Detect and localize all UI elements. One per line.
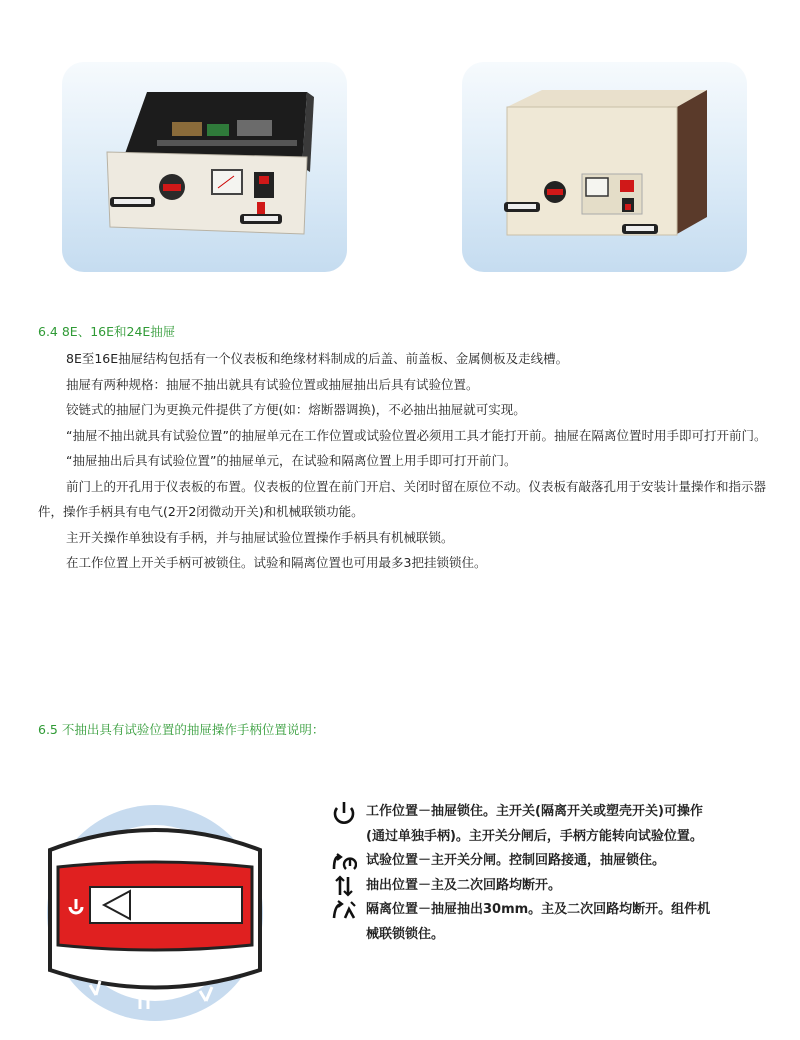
open-drawer-unit-photo xyxy=(62,62,347,272)
paragraph: “抽屉抽出后具有试验位置”的抽屉单元，在试验和隔离位置上用手即可打开前门。 xyxy=(66,453,517,468)
legend-text: 隔离位置－抽屉抽出30mm。主及二次回路均断开。组件机 xyxy=(366,902,711,917)
paragraph: 8E至16E抽屉结构包括有一个仪表板和绝缘材料制成的后盖、前盖板、金属侧板及走线槽。 xyxy=(66,351,569,366)
work-position-icon xyxy=(322,800,366,824)
legend-item-work xyxy=(322,800,792,825)
paragraph: 主开关操作单独设有手柄，并与抽屉试验位置操作手柄具有机械联锁。 xyxy=(66,529,454,545)
isolation-position-icon xyxy=(322,898,366,922)
test-position-icon xyxy=(322,849,366,873)
legend-item-withdraw xyxy=(322,874,792,899)
section-6-4-body xyxy=(38,346,778,576)
handle-position-legend xyxy=(322,800,792,947)
paragraph: 在工作位置上开关手柄可被锁住。试验和隔离位置也可用最多3把挂锁锁住。 xyxy=(66,555,487,570)
paragraph: 抽屉有两种规格：抽屉不抽出就具有试验位置或抽屉抽出后具有试验位置。 xyxy=(66,376,479,392)
legend-text: (通过单独手柄)。主开关分闸后，手柄方能转向试验位置。 xyxy=(366,828,703,844)
handle-dial-illustration xyxy=(30,795,280,1025)
legend-text: 抽出位置－主及二次回路均断开。 xyxy=(366,877,562,893)
paragraph: “抽屉不抽出就具有试验位置”的抽屉单元在工作位置或试验位置必须用工具才能打开前。抽屉在隔离位置时用手即可打开前门。 xyxy=(66,427,767,443)
withdraw-position-icon xyxy=(322,874,366,898)
legend-text: 工作位置－抽屉锁住。主开关(隔离开关或塑壳开关)可操作 xyxy=(366,804,703,819)
paragraph: 前门上的开孔用于仪表板的布置。仪表板的位置在前门开启、关闭时留在原位不动。仪表板有敲落孔用于安装计量操作和指示器件，操作手柄具有电气(2开2闭微动开关)和机械联锁功能。 xyxy=(38,478,767,519)
legend-item-work-continued xyxy=(322,825,792,850)
paragraph: 铰链式的抽屉门为更换元件提供了方便(如：熔断器调换)，不必抽出抽屉就可实现。 xyxy=(66,402,526,417)
section-6-5-heading: 6.5 不抽出具有试验位置的抽屉操作手柄位置说明： xyxy=(38,722,325,737)
legend-item-test xyxy=(322,849,792,874)
section-6-4-heading: 6.4 8E、16E和24E抽屉 xyxy=(38,324,176,339)
closed-drawer-unit-photo xyxy=(462,62,747,272)
legend-item-isolation-continued xyxy=(322,923,792,948)
legend-text: 试验位置－主开关分闸。控制回路接通，抽屉锁住。 xyxy=(366,853,666,868)
legend-text: 械联锁锁住。 xyxy=(366,926,445,942)
legend-item-isolation xyxy=(322,898,792,923)
